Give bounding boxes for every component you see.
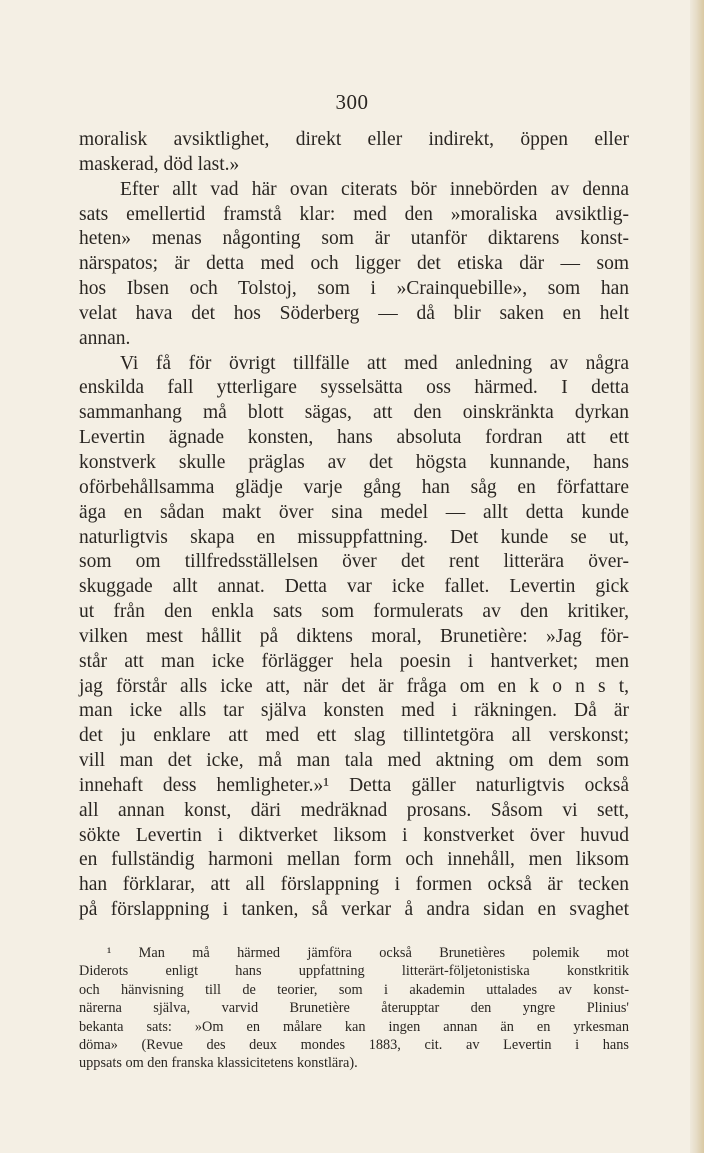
body-line: han förklarar, att all förslappning i formen också är tecken [79, 874, 629, 896]
body-line: man icke alls tar själva konsten med i räkningen. Då är [79, 700, 629, 722]
body-line: velat hava det hos Söderberg — då blir saken en helt [79, 302, 629, 324]
body-line: naturligtvis skapa en missuppfattning. Det kunde se ut, [79, 526, 629, 548]
body-line: jag förstår alls icke att, när det är fråga om en k o n s t, [79, 675, 629, 697]
body-line: moralisk avsiktlighet, direkt eller indirekt, öppen eller [79, 129, 629, 150]
body-line: står att man icke förlägger hela poesin i hantverket; men [79, 650, 629, 672]
body-line: heten» menas någonting som är utanför diktarens konst- [79, 228, 629, 250]
body-line: som om tillfredsställelsen över det rent litterära över- [79, 551, 629, 573]
footnote-line: uppsats om den franska klassicitetens konstlära). [79, 1055, 358, 1072]
footnote-line: närerna själva, varvid Brunetière återupptar den yngre Plinius' [79, 1000, 629, 1017]
body-line: äga en sådan makt över sina medel — allt detta kunde [79, 501, 629, 523]
footnote-line: och hänvisning till de teorier, som i akademin uttalades av konst- [79, 981, 629, 998]
body-line: hos Ibsen och Tolstoj, som i »Crainquebille», som han [79, 278, 629, 300]
body-line: Efter allt vad här ovan citerats bör innebörden av denna [120, 178, 629, 200]
body-line: maskerad, död last.» [79, 153, 240, 175]
body-line: annan. [79, 327, 131, 349]
body-line: det ju enklare att med ett slag tillintetgöra all verskonst; [79, 725, 629, 747]
page-number: 300 [335, 90, 369, 114]
body-line: skuggade allt annat. Detta var icke fallet. Levertin gick [79, 576, 629, 598]
body-line: konstverk skulle präglas av det högsta kunnande, hans [79, 451, 629, 473]
page-edge [690, 0, 704, 1153]
body-line: Vi få för övrigt tillfälle att med anledning av några [120, 352, 629, 374]
body-text [79, 128, 629, 923]
footnote-line: ¹ Man må härmed jämföra också Brunetières polemik mot [107, 945, 629, 961]
body-line: vilken mest hållit på diktens moral, Brunetière: »Jag för- [79, 625, 629, 647]
footnote-line: bekanta sats: »Om en målare kan ingen annan än en yrkesman [79, 1018, 629, 1035]
footnote-line: Diderots enligt hans uppfattning litterärt-följetonistiska konstkritik [79, 963, 629, 980]
body-line: oförbehållsamma glädje varje gång han såg en författare [79, 476, 629, 498]
body-line: innehaft dess hemligheter.»¹ Detta gäller naturligtvis också [79, 774, 629, 796]
body-line: på förslappning i tanken, så verkar å andra sidan en svaghet [79, 899, 629, 921]
body-line: vill man det icke, må man tala med aktning om dem som [79, 750, 629, 772]
footnote-line: döma» (Revue des deux mondes 1883, cit. av Levertin i hans [79, 1036, 629, 1053]
body-line: enskilda fall ytterligare sysselsätta oss härmed. I detta [79, 377, 629, 399]
body-line: sats emellertid framstå klar: med den »moraliska avsiktlig- [79, 203, 629, 225]
body-line: ut från den enkla sats som formulerats av den kritiker, [79, 601, 629, 623]
body-line: sammanhang må blott sägas, att den oinskränkta dyrkan [79, 402, 629, 424]
body-line: all annan konst, däri medräknad prosans. Såsom vi sett, [79, 799, 629, 821]
body-line: närspatos; är detta med och ligger det etiska där — som [79, 253, 629, 275]
body-line: Levertin ägnade konsten, hans absoluta fordran att ett [79, 427, 629, 449]
footnote [79, 944, 629, 1073]
body-line: en fullständig harmoni mellan form och innehåll, men liksom [79, 849, 629, 871]
body-line: sökte Levertin i diktverket liksom i konstverket över huvud [79, 824, 629, 846]
